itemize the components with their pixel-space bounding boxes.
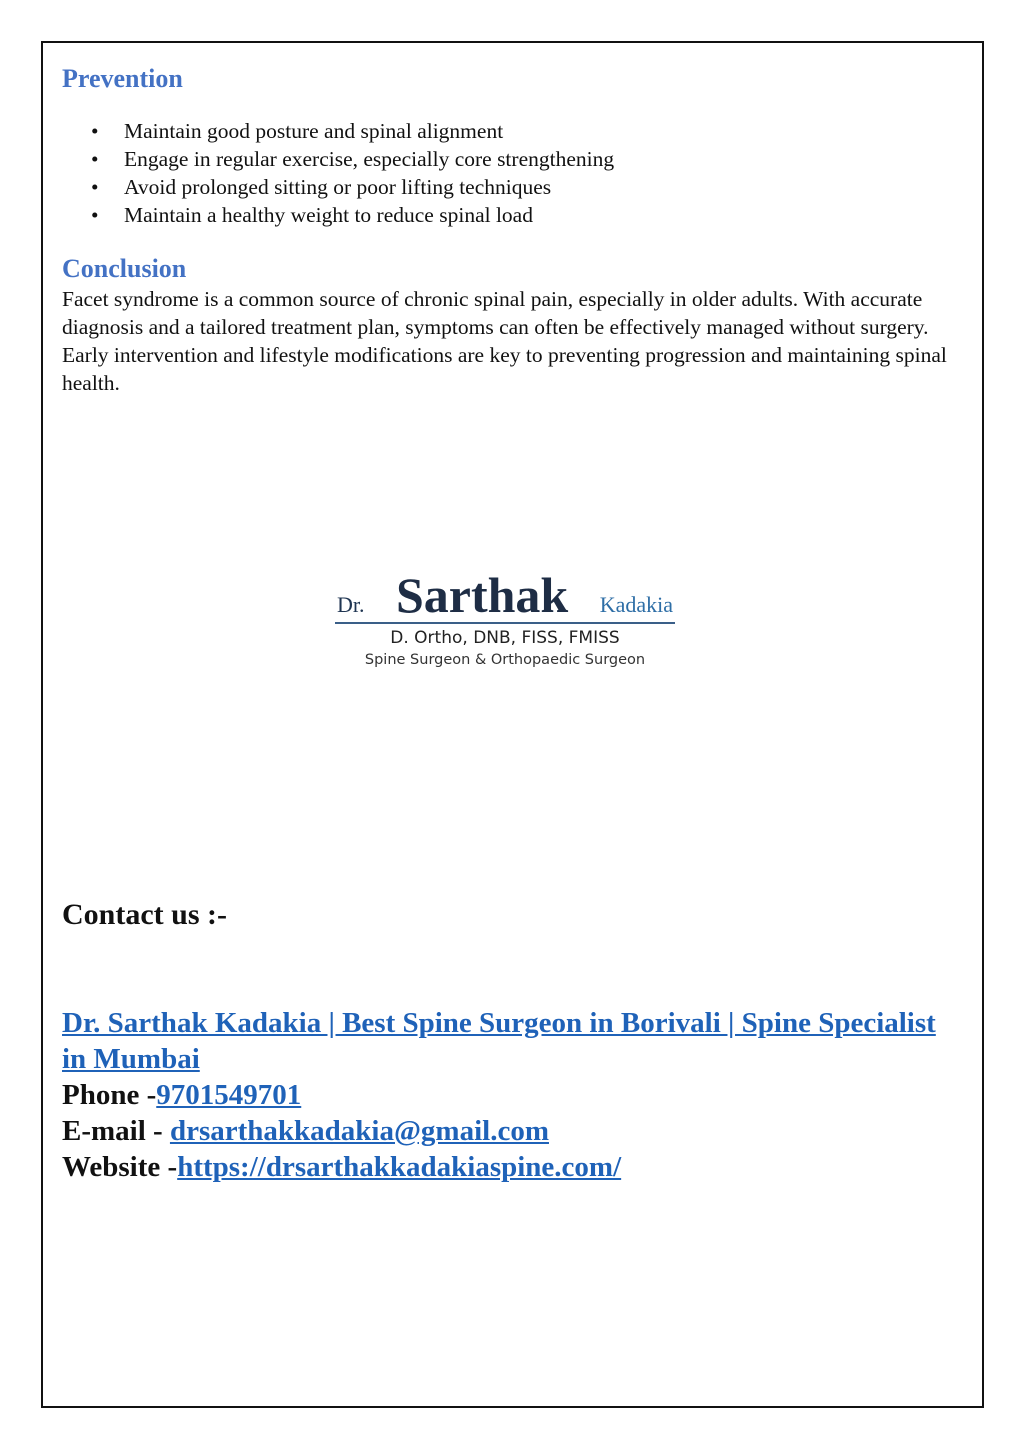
website-label: Website -	[62, 1151, 178, 1183]
prevention-list	[62, 117, 614, 229]
logo-first-name: Sarthak	[395, 567, 569, 623]
logo-degrees: D. Ortho, DNB, FISS, FMISS	[390, 628, 620, 648]
doctor-logo	[335, 567, 675, 668]
phone-link[interactable]: 9701549701	[156, 1079, 302, 1111]
conclusion-text: Facet syndrome is a common source of chronic spinal pain, especially in older adults. With accurate diagnosis and a tailored treatment plan, symptoms can often be effectively managed without surgery. Early intervention and lifestyle modifications are key to preventing progression and maintaining spinal health.	[62, 287, 947, 395]
list-item: • Engage in regular exercise, especially core strengthening	[124, 145, 614, 173]
logo-dr: Dr.	[337, 592, 365, 617]
phone-label: Phone -	[62, 1079, 157, 1111]
logo-title: Spine Surgeon & Orthopaedic Surgeon	[364, 652, 646, 668]
website-link[interactable]: https://drsarthakkadakiaspine.com/	[177, 1151, 622, 1183]
list-item: • Maintain a healthy weight to reduce spinal load	[124, 201, 614, 229]
conclusion-heading: Conclusion	[62, 254, 187, 283]
prevention-heading: Prevention	[62, 64, 183, 93]
contact-heading: Contact us :-	[62, 898, 227, 931]
doctor-profile-link[interactable]: Dr. Sarthak Kadakia | Best Spine Surgeon in Borivali | Spine Specialist in Mumbai	[62, 1007, 936, 1075]
email-link[interactable]: drsarthakkadakia@gmail.com	[169, 1115, 549, 1147]
list-item: • Maintain good posture and spinal alignment	[124, 117, 614, 145]
email-label: E-mail -	[62, 1115, 170, 1147]
logo-last-name: Kadakia	[599, 592, 673, 617]
contact-block	[62, 1005, 942, 1185]
list-item: • Avoid prolonged sitting or poor lifting techniques	[124, 173, 614, 201]
page-border	[41, 41, 984, 1408]
